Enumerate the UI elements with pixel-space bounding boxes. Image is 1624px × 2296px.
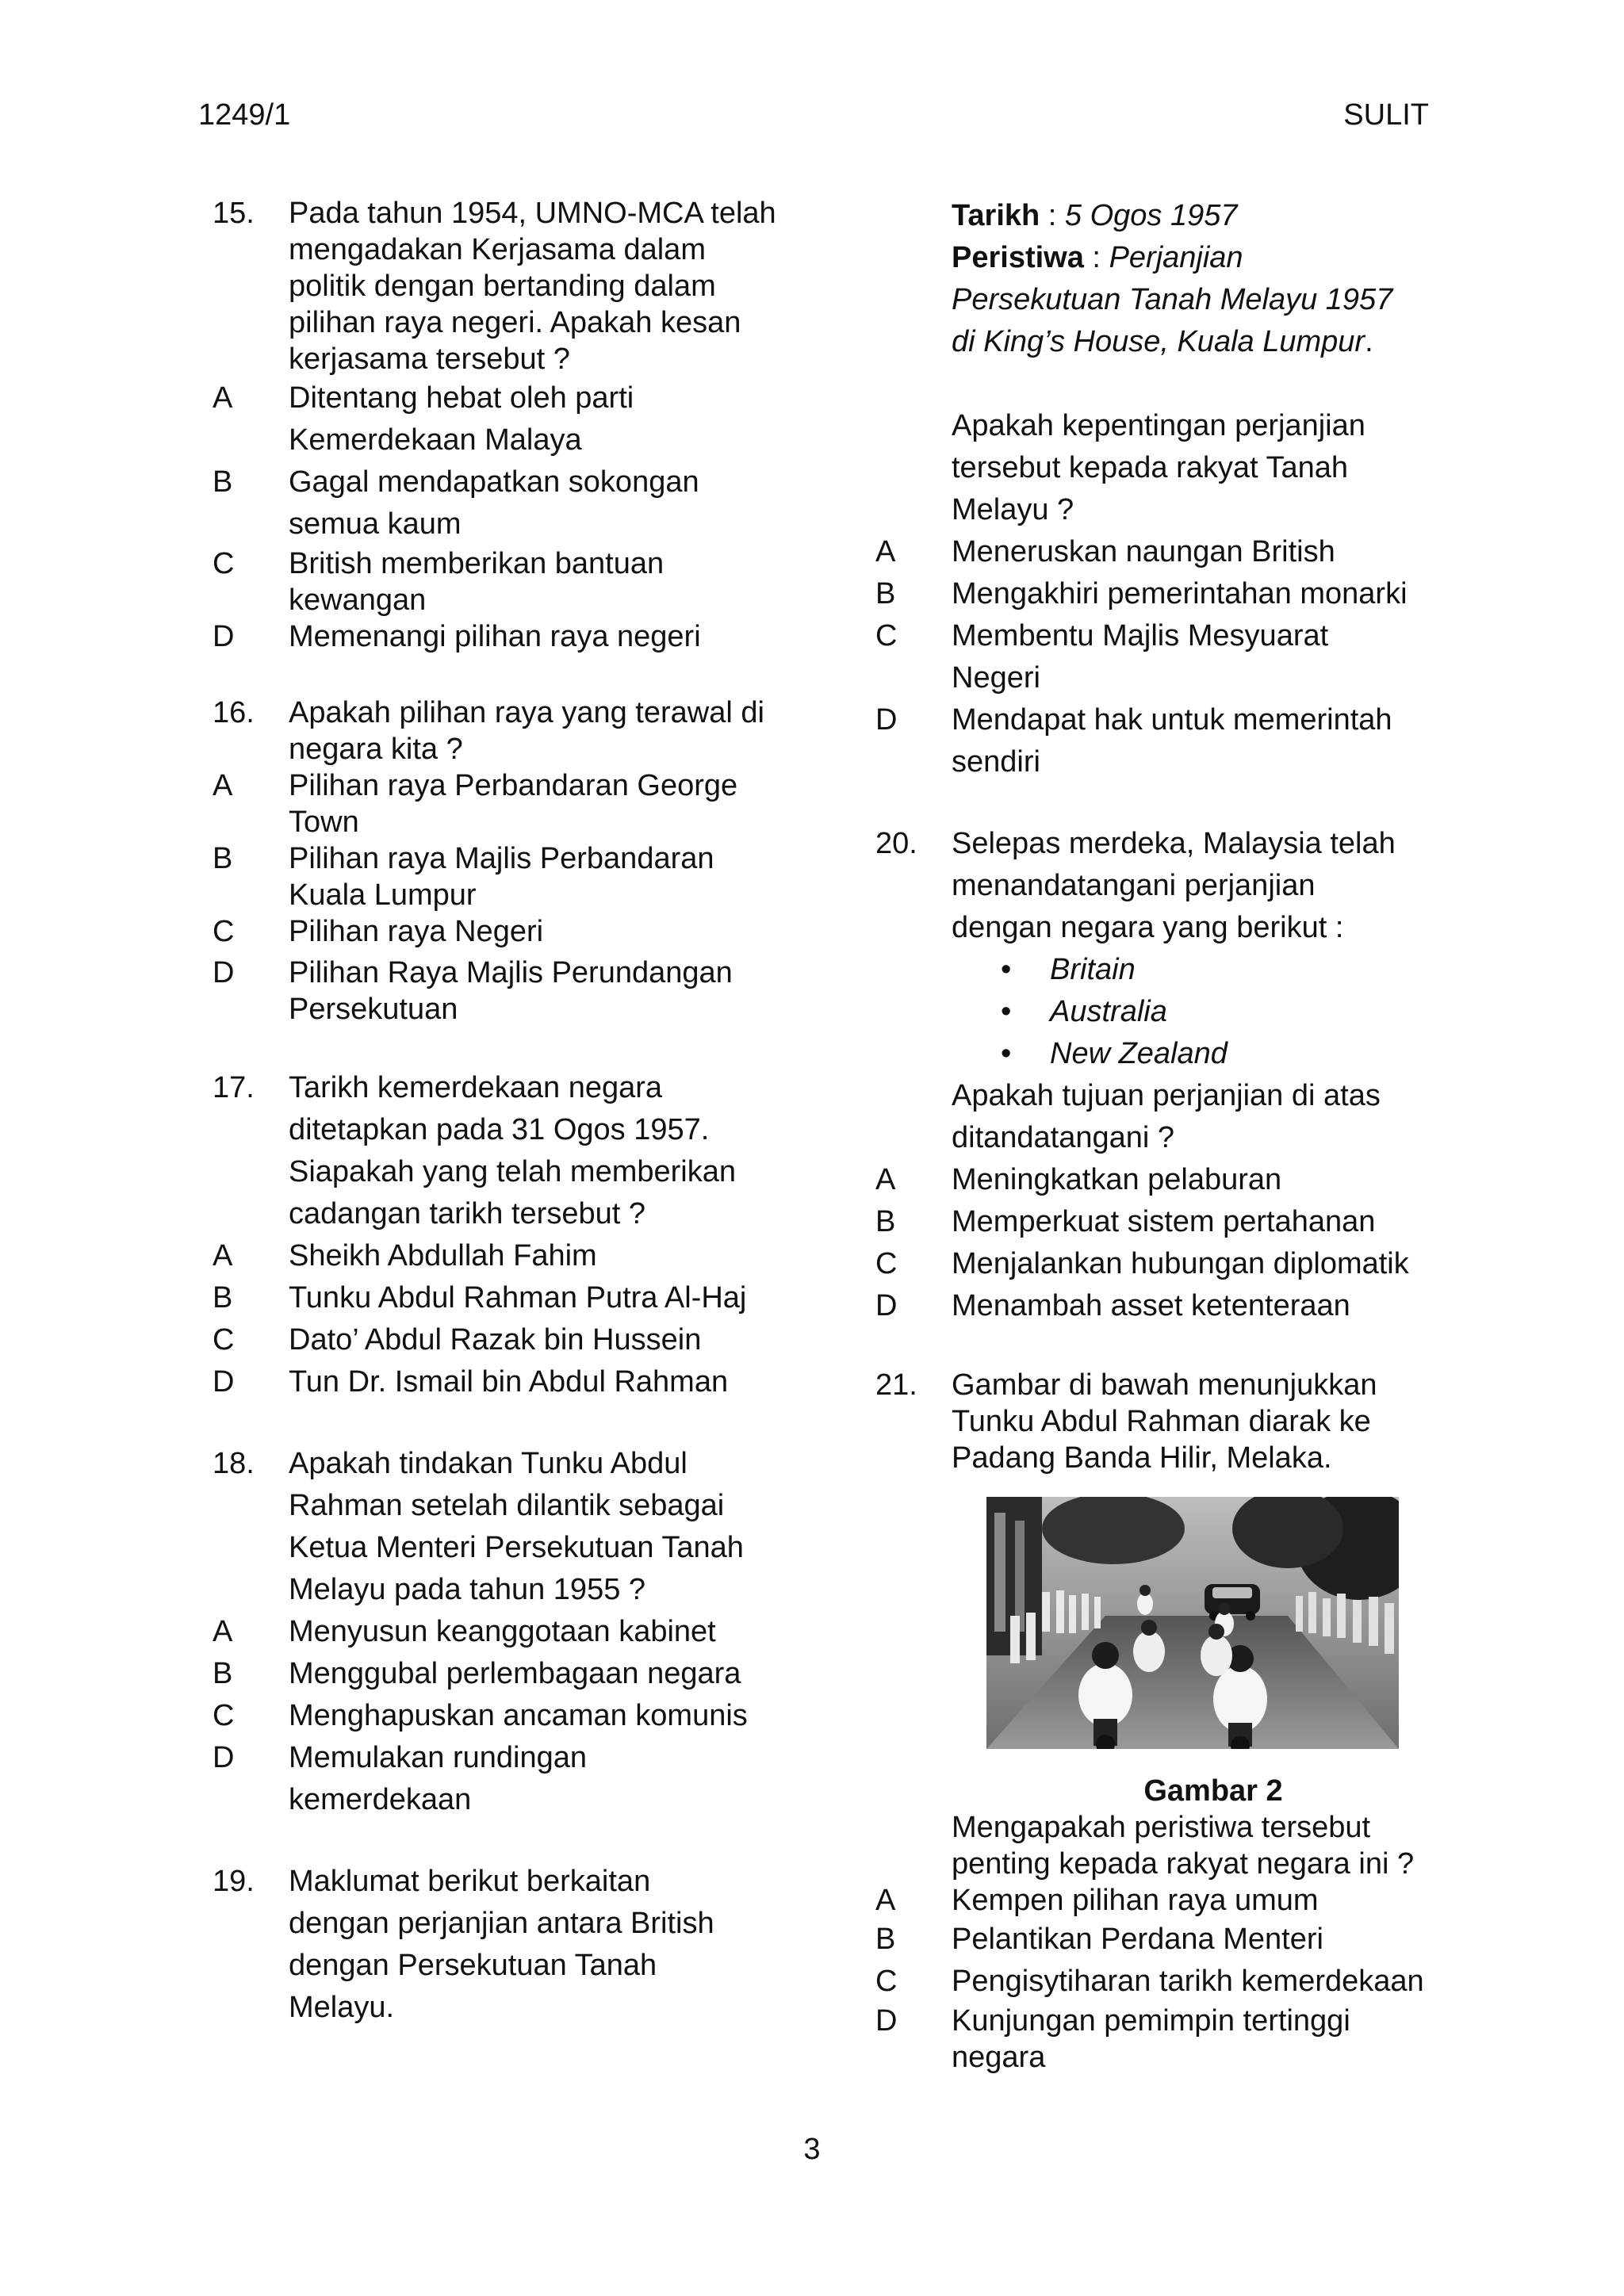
option-b[interactable] (213, 1653, 799, 1695)
option-text: Kempen pilihan raya umum (952, 1884, 1319, 1917)
date-label: Tarikh (952, 199, 1040, 232)
stem-line: Melayu. (289, 1991, 395, 2024)
question-line: tersebut kepada rakyat Tanah (952, 451, 1348, 484)
option-d[interactable] (213, 955, 799, 1027)
option-text: Sheikh Abdullah Fahim (289, 1239, 597, 1272)
question-stem (213, 1443, 799, 1611)
stem-line: Siapakah yang telah memberikan (289, 1155, 737, 1188)
option-a[interactable] (213, 767, 799, 840)
option-text: Pelantikan Perdana Menteri (952, 1923, 1323, 1956)
question-line: ditandatangani ? (952, 1121, 1175, 1154)
option-letter: D (875, 1289, 898, 1322)
option-text: Pilihan raya Perbandaran George (289, 769, 738, 802)
option-text: Menggubal perlembagaan negara (289, 1657, 741, 1690)
option-d[interactable] (875, 1285, 1462, 1327)
stem-line: ditetapkan pada 31 Ogos 1957. (289, 1113, 710, 1146)
stem-line: pilihan raya negeri. Apakah kesan (289, 306, 741, 339)
stem-line: Apakah pilihan raya yang terawal di (289, 696, 764, 729)
stem-line: Selepas merdeka, Malaysia telah (952, 827, 1396, 860)
stem-line: dengan negara yang berikut : (952, 911, 1344, 944)
option-c[interactable] (213, 913, 799, 950)
question-line: penting kepada rakyat negara ini ? (952, 1847, 1415, 1881)
option-text: Menjalankan hubungan diplomatik (952, 1247, 1409, 1280)
stem-line: dengan Persekutuan Tanah (289, 1949, 657, 1982)
option-text: Menyusun keanggotaan kabinet (289, 1615, 716, 1648)
option-letter: B (213, 842, 233, 875)
option-text: Meneruskan naungan British (952, 535, 1335, 568)
country-item (952, 1033, 1462, 1075)
option-a[interactable] (875, 1159, 1462, 1201)
option-letter: C (213, 1323, 235, 1357)
option-letter: A (875, 535, 896, 568)
option-text: Dato’ Abdul Razak bin Hussein (289, 1323, 702, 1357)
option-text: Kuala Lumpur (289, 878, 477, 912)
option-letter: A (213, 1615, 233, 1648)
option-text: Meningkatkan pelaburan (952, 1163, 1282, 1196)
date-value: 5 Ogos 1957 (1064, 199, 1238, 232)
option-text: Kemerdekaan Malaya (289, 423, 582, 457)
page-number: 3 (803, 2133, 821, 2166)
stem-line: negara kita ? (289, 733, 463, 766)
stem-line: mengadakan Kerjasama dalam (289, 233, 706, 266)
event-line: Perjanjian (1109, 241, 1243, 274)
option-letter: B (213, 465, 233, 499)
stem-line: Melayu pada tahun 1955 ? (289, 1573, 646, 1606)
option-text: semua kaum (289, 507, 462, 541)
stem-line: Apakah tindakan Tunku Abdul (289, 1447, 688, 1480)
option-text: Menambah asset ketenteraan (952, 1289, 1350, 1322)
question-19-continued (875, 195, 1462, 783)
option-text: Mengakhiri pemerintahan monarki (952, 577, 1408, 610)
procession-photo (986, 1497, 1399, 1749)
question-stem (875, 823, 1462, 949)
country-item (952, 991, 1462, 1033)
option-letter: A (875, 1163, 896, 1196)
option-letter: C (213, 1699, 235, 1732)
option-text: Mendapat hak untuk memerintah (952, 703, 1392, 737)
option-d[interactable] (213, 618, 799, 655)
option-text: Membentu Majlis Mesyuarat (952, 619, 1329, 652)
question-16 (213, 695, 799, 1027)
stem-line: Tunku Abdul Rahman diarak ke (952, 1405, 1371, 1438)
question-stem (213, 195, 799, 377)
option-text: Tun Dr. Ismail bin Abdul Rahman (289, 1365, 729, 1399)
option-letter: D (875, 703, 898, 737)
option-c[interactable] (213, 1319, 799, 1361)
stem-line: Maklumat berikut berkaitan (289, 1865, 651, 1898)
option-c[interactable] (213, 1695, 799, 1737)
question-number: 17. (213, 1071, 255, 1104)
option-b[interactable] (875, 1919, 1462, 1961)
option-text: sendiri (952, 745, 1040, 779)
bullet-icon: • (1001, 995, 1012, 1028)
option-b[interactable] (213, 461, 799, 545)
country-list (875, 949, 1462, 1075)
option-letter: B (875, 577, 896, 610)
country-name: New Zealand (1050, 1037, 1228, 1070)
option-letter: A (213, 769, 233, 802)
question-line: Apakah tujuan perjanjian di atas (952, 1079, 1381, 1112)
option-letter: D (213, 956, 235, 989)
question-stem (875, 1367, 1462, 1476)
option-text: Memenangi pilihan raya negeri (289, 620, 701, 653)
country-name: Britain (1050, 953, 1136, 986)
option-a[interactable] (213, 1611, 799, 1653)
option-text: Menghapuskan ancaman komunis (289, 1699, 748, 1732)
event-line: di King’s House, Kuala Lumpur (952, 325, 1365, 358)
info-event: Peristiwa : Perjanjian (952, 241, 1243, 274)
option-text: Pilihan raya Negeri (289, 915, 544, 948)
country-name: Australia (1050, 995, 1167, 1028)
option-a[interactable] (875, 531, 1462, 573)
figure-caption: Gambar 2 (1143, 1774, 1283, 1808)
option-text: Persekutuan (289, 993, 458, 1026)
option-text: Memperkuat sistem pertahanan (952, 1205, 1376, 1238)
question-stem (213, 1861, 799, 2029)
stem-line: Ketua Menteri Persekutuan Tanah (289, 1531, 744, 1564)
stem-line: kerjasama tersebut ? (289, 342, 570, 376)
option-letter: D (213, 620, 235, 653)
option-d[interactable] (213, 1361, 799, 1403)
option-text: kemerdekaan (289, 1783, 472, 1816)
option-letter: D (875, 2004, 898, 2038)
stem-line: Gambar di bawah menunjukkan (952, 1368, 1377, 1402)
right-column (875, 195, 1462, 2115)
question-number: 18. (213, 1447, 255, 1480)
option-text: Town (289, 806, 359, 839)
info-date: Tarikh : 5 Ogos 1957 (952, 199, 1238, 232)
option-letter: A (213, 1239, 233, 1272)
option-b[interactable] (213, 1277, 799, 1319)
option-letter: A (875, 1884, 896, 1917)
option-c[interactable] (875, 615, 1462, 699)
option-text: Pilihan Raya Majlis Perundangan (289, 956, 733, 989)
question-line: Mengapakah peristiwa tersebut (952, 1811, 1371, 1844)
procession-photo-drawing (986, 1497, 1399, 1749)
question-number: 16. (213, 696, 255, 729)
option-letter: D (213, 1365, 235, 1399)
option-letter: C (213, 547, 235, 580)
stem-line: cadangan tarikh tersebut ? (289, 1197, 645, 1230)
option-text: Memulakan rundingan (289, 1741, 588, 1774)
option-letter: D (213, 1741, 235, 1774)
option-text: Ditentang hebat oleh parti (289, 381, 634, 415)
option-letter: B (875, 1923, 896, 1956)
question-19-stem (213, 1861, 799, 2029)
question-number: 21. (875, 1368, 917, 1402)
option-c[interactable] (875, 1961, 1462, 2003)
bullet-icon: • (1001, 1037, 1012, 1070)
event-label: Peristiwa (952, 241, 1084, 274)
stem-line: dengan perjanjian antara British (289, 1907, 714, 1940)
question-number: 19. (213, 1865, 255, 1898)
option-letter: C (875, 1965, 898, 1998)
option-text: Pilihan raya Majlis Perbandaran (289, 842, 714, 875)
option-d[interactable] (875, 2003, 1462, 2076)
option-letter: C (875, 1247, 898, 1280)
option-b[interactable] (875, 573, 1462, 615)
stem-line: Pada tahun 1954, UMNO-MCA telah (289, 197, 776, 230)
question-line: Apakah kepentingan perjanjian (952, 409, 1365, 442)
option-letter: C (213, 915, 235, 948)
option-b[interactable] (875, 1201, 1462, 1243)
option-b[interactable] (213, 840, 799, 913)
option-letter: C (875, 619, 898, 652)
option-c[interactable] (213, 545, 799, 618)
option-a[interactable] (213, 1235, 799, 1277)
option-letter: B (213, 1281, 233, 1314)
question-stem (213, 1067, 799, 1235)
option-text: Pengisytiharan tarikh kemerdekaan (952, 1965, 1424, 1998)
event-line-last (875, 321, 1462, 363)
option-text: Kunjungan pemimpin tertinggi (952, 2004, 1350, 2038)
option-text: negara (952, 2041, 1046, 2074)
stem-line: politik dengan bertanding dalam (289, 270, 716, 303)
bullet-icon: • (1001, 953, 1012, 986)
question-number: 20. (875, 827, 917, 860)
left-column (213, 195, 799, 2068)
option-d[interactable] (875, 699, 1462, 783)
stem-line: menandatangani perjanjian (952, 869, 1316, 902)
question-15 (213, 195, 799, 655)
option-text: Gagal mendapatkan sokongan (289, 465, 699, 499)
event-line: Persekutuan Tanah Melayu 1957 (952, 283, 1393, 316)
stem-line: Padang Banda Hilir, Melaka. (952, 1441, 1332, 1475)
option-text: Tunku Abdul Rahman Putra Al-Haj (289, 1281, 747, 1314)
event-end: . (1365, 325, 1373, 358)
option-a[interactable] (875, 1882, 1462, 1919)
option-a[interactable] (213, 377, 799, 461)
paper-code: 1249/1 (198, 98, 291, 132)
option-letter: B (875, 1205, 896, 1238)
country-item (952, 949, 1462, 991)
stem-line: Tarikh kemerdekaan negara (289, 1071, 663, 1104)
stem-line: Rahman setelah dilantik sebagai (289, 1489, 725, 1522)
question-stem (213, 695, 799, 767)
question-18 (213, 1443, 799, 1821)
question-20 (875, 823, 1462, 1327)
question-21 (875, 1367, 1462, 2076)
option-text: Negeri (952, 661, 1040, 695)
option-letter: B (213, 1657, 233, 1690)
option-text: British memberikan bantuan (289, 547, 665, 580)
question-number: 15. (213, 197, 255, 230)
option-text: kewangan (289, 584, 427, 617)
question-line: Melayu ? (952, 493, 1074, 526)
question-17 (213, 1067, 799, 1403)
classification-label: SULIT (1343, 98, 1429, 132)
option-letter: A (213, 381, 233, 415)
option-d[interactable] (213, 1737, 799, 1821)
option-c[interactable] (875, 1243, 1462, 1285)
